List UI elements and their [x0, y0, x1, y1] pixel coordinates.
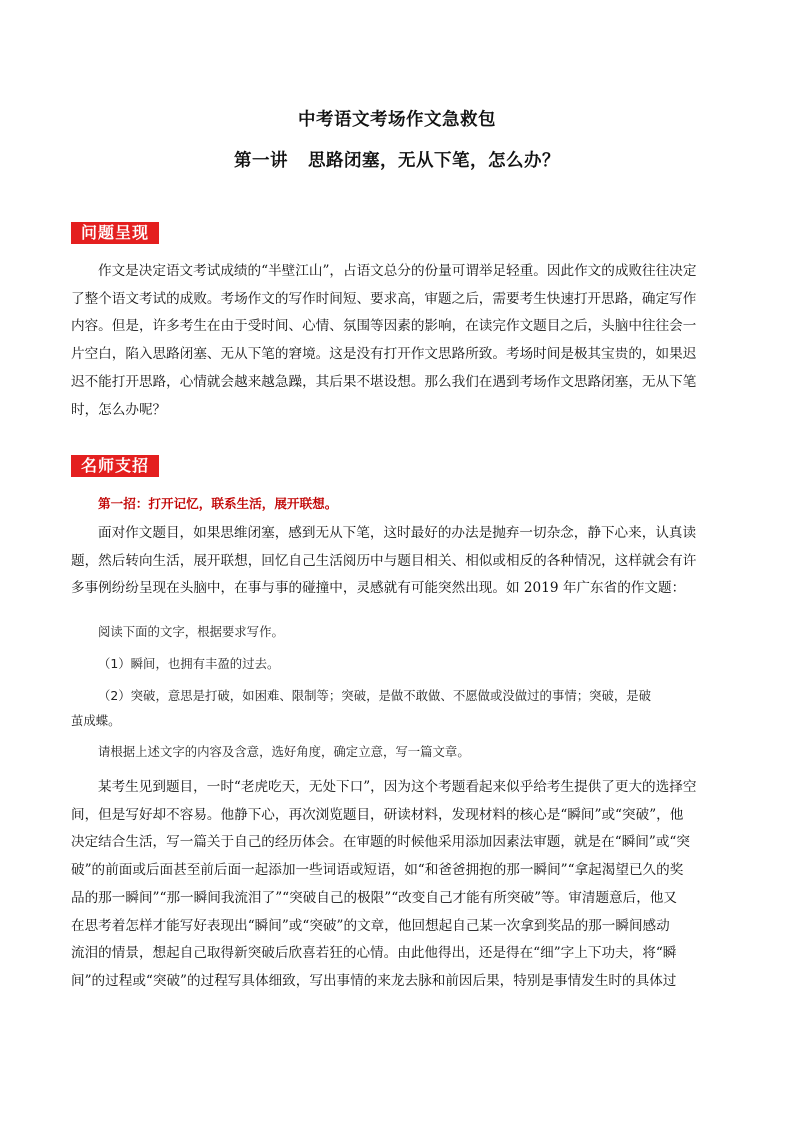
section-badge-teacher: 名师支招 [71, 455, 159, 477]
paragraph-line: 间，但是写好却不容易。他静下心，再次浏览题目，研读材料，发现材料的核心是“瞬间”或“突破”，他 [71, 806, 684, 823]
paragraph-line: 决定结合生活，写一篇关于自己的经历体会。在审题的时候他采用添加因素法审题，就是在“瞬间”或“突 [71, 834, 690, 851]
paragraph-line: 品的那一瞬间”“那一瞬间我流泪了”“突破自己的极限”“改变自己才能有所突破”等。审清题意后，他又 [71, 889, 677, 906]
paragraph-line: 作文是决定语文考试成绩的“半壁江山”，占语文总分的份量可谓举足轻重。因此作文的成败往往决定 [98, 263, 697, 279]
paragraph-line: 流泪的情景，想起自己取得新突破后欣喜若狂的心情。由此他得出，还是得在“细”字上下功夫，将“瞬 [71, 945, 677, 962]
paragraph-line: 在思考着怎样才能写好表现出“瞬间”或“突破”的文章，他回想起自己某一次拿到奖品的那一瞬间感动 [71, 917, 670, 934]
paragraph-line: 时，怎么办呢？ [71, 401, 167, 418]
quote-line: （1）瞬间，也拥有丰盈的过去。 [98, 656, 280, 671]
paragraph-line: 多事例纷纷呈现在头脑中，在事与事的碰撞中，灵感就有可能突然出现。如 2019 年广东省的作文题： [71, 580, 686, 597]
tip1-heading: 第一招：打开记忆，联系生活，展开联想。 [98, 496, 338, 511]
paragraph-line: 内容。但是，许多考生在由于受时间、心情、氛围等因素的影响，在读完作文题目之后，头脑中往往会一 [71, 318, 697, 335]
paragraph-line: 间”的过程或“突破”的过程写具体细致，写出事情的来龙去脉和前因后果，特别是事情发生时的具体过 [71, 972, 677, 989]
tip1-heading-block [71, 490, 723, 518]
paragraph-line: 题，然后转向生活，展开联想，回忆自己生活阅历中与题目相关、相似或相反的各种情况，这样就会有许 [71, 552, 697, 569]
problem-paragraph [71, 258, 723, 424]
lesson-subtitle [0, 147, 794, 172]
tip1-paragraph [71, 520, 723, 603]
paragraph-line: 某考生见到题目，一时“老虎吃天，无处下口”，因为这个考题看起来似乎给考生提供了更大的选择空 [98, 779, 697, 795]
document-title: 中考语文考场作文急救包 [298, 110, 496, 130]
exam-prompt-quote [71, 622, 723, 759]
lesson-topic: 思路闭塞，无从下笔，怎么办？ [308, 151, 560, 171]
quote-line: 请根据上述文字的内容及含意，选好角度，确定立意，写一篇文章。 [98, 744, 470, 759]
quote-line: 阅读下面的文字，根据要求写作。 [98, 624, 284, 639]
quote-line: （2）突破，意思是打破，如困难、限制等；突破，是做不敢做、不愿做或没做过的事情；突破，是破 [98, 688, 652, 703]
paragraph-line: 了整个语文考试的成败。考场作文的写作时间短、要求高，审题之后，需要考生快速打开思路，确定写作 [71, 290, 697, 307]
paragraph-line: 面对作文题目，如果思维闭塞，感到无从下笔，这时最好的办法是抛弃一切杂念，静下心来，认真读 [98, 525, 697, 541]
paragraph-line: 破”的前面或后面甚至前后面一起添加一些词语或短语，如“和爸爸拥抱的那一瞬间”“拿起渴望已久的奖 [71, 862, 684, 879]
example-paragraph [71, 774, 723, 996]
paragraph-line: 片空白，陷入思路闭塞、无从下笔的窘境。这是没有打开作文思路所致。考场时间是极其宝贵的，如果迟 [71, 346, 697, 363]
paragraph-line: 迟不能打开思路，心情就会越来越急躁，其后果不堪设想。那么我们在遇到考场作文思路闭塞，无从下笔 [71, 373, 697, 390]
section-badge-problem: 问题呈现 [71, 222, 159, 244]
quote-line: 茧成蝶。 [71, 713, 121, 728]
lesson-number: 第一讲 [234, 151, 288, 171]
